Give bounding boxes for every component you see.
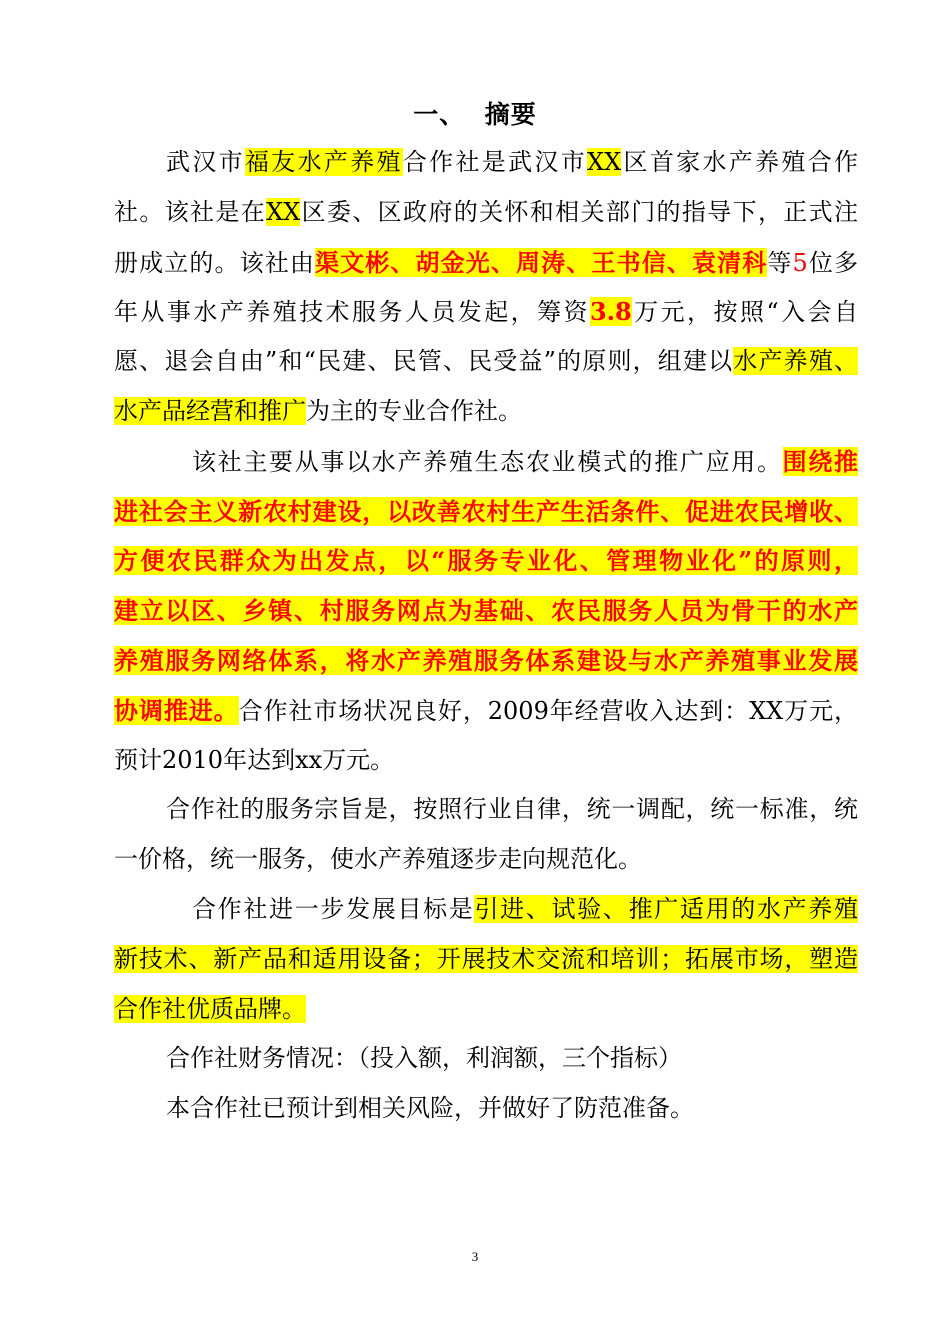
highlighted-text: 渠文彬、胡金光、周涛、王书信、袁清科 <box>315 247 768 277</box>
text-line <box>114 935 858 985</box>
text-line <box>114 188 858 238</box>
highlighted-text: 建立以区、乡镇、村服务网点为基础、农民服务人员为骨干的水产 <box>114 596 858 626</box>
highlighted-text: 引进、试验、推广适用的水产养殖 <box>474 894 859 923</box>
highlighted-text: XX <box>587 148 622 176</box>
text-line <box>114 536 858 586</box>
text-line <box>114 985 858 1035</box>
text-segment: 等 <box>767 248 793 277</box>
text-line <box>114 1084 858 1134</box>
highlighted-text: 3.8 <box>589 297 632 327</box>
text-line <box>114 785 858 835</box>
text-segment: 预计2010年达到xx万元。 <box>114 745 395 774</box>
text-segment: 社。该社是在 <box>114 197 267 226</box>
text-line <box>114 586 858 636</box>
highlighted-text: 福友水产养殖 <box>244 148 403 176</box>
text-segment: 合作社是武汉市 <box>402 148 588 176</box>
highlighted-text: 方便农民群众为出发点，以“服务专业化、管理物业化”的原则， <box>114 546 858 576</box>
text-segment: 位多 <box>807 248 859 277</box>
text-segment: 一价格，统一服务，使水产养殖逐步走向规范化。 <box>114 845 642 874</box>
text-line <box>114 835 858 885</box>
text-line <box>114 636 858 686</box>
text-line <box>114 387 858 437</box>
text-line <box>114 138 858 188</box>
text-line <box>114 885 858 935</box>
text-line <box>114 437 858 487</box>
text-line <box>114 337 858 387</box>
highlighted-text: 进社会主义新农村建设，以改善农村生产生活条件、促进农民增收、 <box>114 496 858 526</box>
text-segment: 合作社财务情况：（投入额，利润额，三个指标） <box>166 1044 682 1073</box>
text-segment: 区首家水产养殖合作 <box>621 148 859 176</box>
highlighted-text: 围绕推 <box>782 446 859 476</box>
text-line <box>114 686 858 736</box>
highlighted-text: 5 <box>792 248 808 277</box>
text-segment: 该社主要从事以水产养殖生态农业模式的推广应用。 <box>192 447 783 476</box>
text-line <box>114 238 858 288</box>
text-segment: 武汉市 <box>166 148 245 176</box>
highlighted-text: 合作社优质品牌。 <box>114 994 306 1023</box>
highlighted-text: 新技术、新产品和适用设备；开展技术交流和培训；拓展市场，塑造 <box>114 944 858 973</box>
section-title: 一、 摘要 <box>413 100 537 129</box>
text-segment: 合作社的服务宗旨是，按照行业自律，统一调配，统一标准，统 <box>166 795 858 824</box>
page-number: 3 <box>471 1249 479 1264</box>
text-segment: 合作社进一步发展目标是 <box>192 894 475 923</box>
document-body <box>114 138 858 1134</box>
highlighted-text: 养殖服务网络体系，将水产养殖服务体系建设与水产养殖事业发展 <box>114 645 858 675</box>
text-segment: 万元，按照“入会自 <box>631 298 858 327</box>
highlighted-text: 水产养殖、 <box>733 347 859 376</box>
text-line <box>114 287 858 337</box>
text-line <box>114 1034 858 1084</box>
highlighted-text: 水产品经营和推广 <box>114 396 306 425</box>
text-segment: 为主的专业合作社。 <box>306 396 522 425</box>
text-segment: 本合作社已预计到相关风险，并做好了防范准备。 <box>166 1094 694 1123</box>
text-segment: 合作社市场状况良好，2009年经营收入达到：XX万元， <box>238 696 859 725</box>
text-segment: 愿、退会自由”和“民建、民管、民受益”的原则，组建以 <box>114 347 734 376</box>
text-segment: 册成立的。该社由 <box>114 248 316 277</box>
text-line <box>114 736 858 786</box>
highlighted-text: 协调推进。 <box>114 695 239 725</box>
text-segment: 区委、区政府的关怀和相关部门的指导下，正式注 <box>300 197 859 226</box>
text-line <box>114 487 858 537</box>
text-segment: 年从事水产养殖技术服务人员发起，筹资 <box>114 298 590 327</box>
highlighted-text: XX <box>266 197 301 226</box>
